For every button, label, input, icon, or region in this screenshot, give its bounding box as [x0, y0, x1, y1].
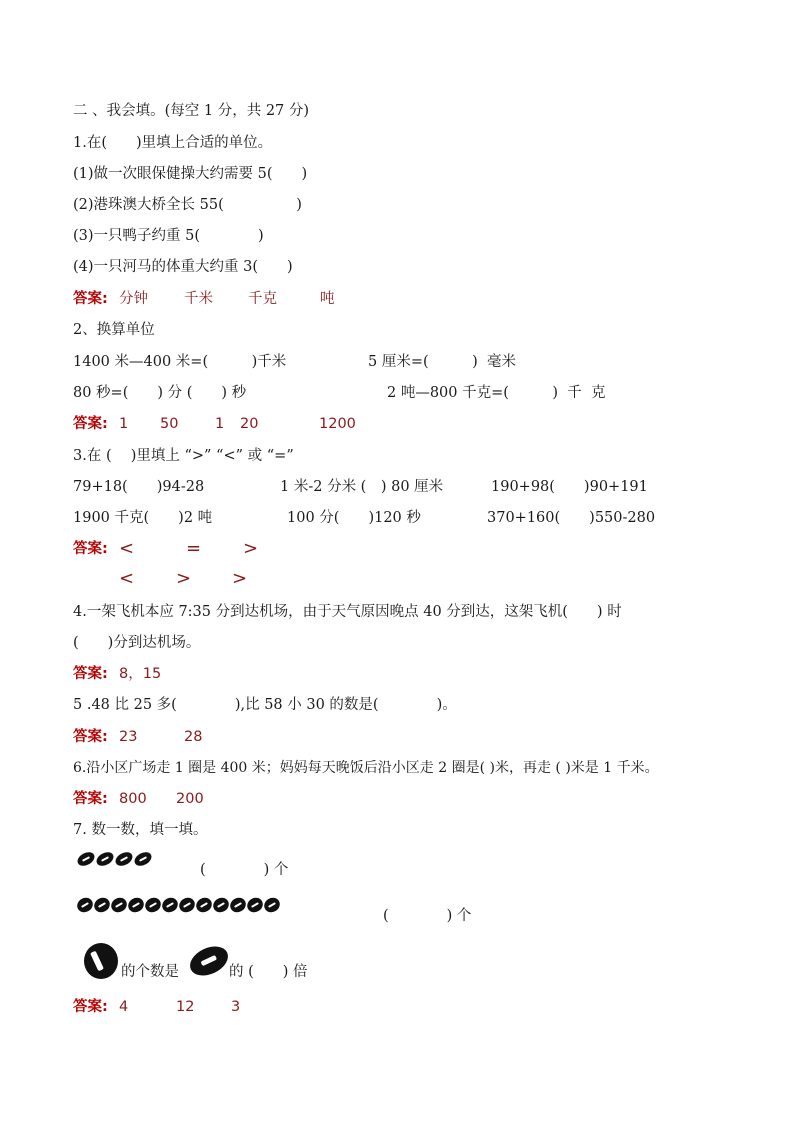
- q3-expr: 100 分( )120 秒: [287, 510, 421, 526]
- answer-value: 20: [240, 416, 259, 432]
- answer-label: 答案:: [73, 791, 108, 807]
- q7-title: 7. 数一数，填一填。: [73, 822, 208, 838]
- answer-value: 23: [119, 729, 138, 745]
- q3-answer-row-1: [73, 538, 259, 559]
- rugby-ball-icon: [177, 895, 198, 915]
- q2-expr: 1400 米—400 米=( )千米: [73, 354, 287, 370]
- rugby-ball-row-2: [77, 898, 280, 912]
- q7-row1-blank: ( ) 个: [200, 862, 289, 878]
- answer-value: 200: [176, 791, 204, 807]
- answer-value: <: [119, 568, 135, 589]
- q3-expr: 370+160( )550-280: [487, 510, 656, 526]
- q3-title: 3.在 ( )里填上 “>” “<” 或 “=”: [73, 448, 294, 464]
- q1-item-1: (1)做一次眼保健操大约需要 5( ): [73, 166, 308, 182]
- answer-value: 4: [119, 999, 129, 1015]
- q3-row-1: [73, 477, 648, 497]
- q1-item-4: (4)一只河马的体重大约重 3( ): [73, 259, 293, 275]
- q4-line-1: 4.一架飞机本应 7:35 分到达机场，由于天气原因晚点 40 分到达，这架飞机( ) 时: [73, 604, 622, 620]
- answer-value: 1200: [319, 416, 356, 432]
- q2-expr: 5 厘米=( ) 毫米: [368, 354, 517, 370]
- rugby-ball-icon: [245, 895, 266, 915]
- answer-value: 800: [119, 791, 147, 807]
- rugby-ball-icon: [84, 943, 118, 979]
- q2-row-2: [73, 383, 606, 403]
- rugby-ball-icon: [126, 895, 147, 915]
- rugby-ball-icon: [113, 849, 135, 868]
- rugby-ball-icon: [160, 895, 181, 915]
- rugby-ball-icon: [194, 895, 215, 915]
- rugby-ball-icon: [109, 895, 130, 915]
- answer-value: 3: [231, 999, 241, 1015]
- q3-row-2: [73, 508, 656, 528]
- q2-expr: 2 吨—800 千克=( ) 千 克: [387, 385, 606, 401]
- q1-item-3: (3)一只鸭子约重 5( ): [73, 228, 264, 244]
- q2-row-1: [73, 352, 517, 372]
- q6-answer-row: [73, 789, 204, 809]
- rugby-ball-row-1: [77, 853, 152, 865]
- answer-value: 12: [176, 999, 195, 1015]
- answer-value: 1: [119, 416, 129, 432]
- q5-answer-row: [73, 727, 203, 747]
- rugby-ball-icon: [211, 895, 232, 915]
- rugby-ball-icon: [262, 895, 283, 915]
- q3-expr: 1 米-2 分米 ( ) 80 厘米: [280, 479, 444, 495]
- answer-label: 答案:: [73, 541, 108, 557]
- q7-compare-end: 的 ( ) 倍: [229, 964, 308, 980]
- answer-label: 答案:: [73, 666, 108, 682]
- q3-answer-row-2: [73, 568, 248, 589]
- q7-row2-blank: ( ) 个: [383, 908, 472, 924]
- q1-title: 1.在( )里填上合适的单位。: [73, 135, 273, 151]
- rugby-ball-icon: [92, 895, 113, 915]
- q6-text: 6.沿小区广场走 1 圈是 400 米；妈妈每天晚饭后沿小区走 2 圈是( )米，再走 ( )米是 1 千米。: [73, 760, 659, 776]
- answer-label: 答案:: [73, 416, 108, 432]
- q4-line-2: ( )分到达机场。: [73, 635, 201, 651]
- q4-answer-row: [73, 664, 162, 684]
- answer-value: 1: [215, 416, 225, 432]
- q2-answer-row: [73, 414, 356, 434]
- answer-value: 分钟: [119, 291, 148, 307]
- q1-answer-row: [73, 289, 335, 309]
- answer-value: 千米: [184, 291, 213, 307]
- answer-label: 答案:: [73, 729, 108, 745]
- answer-value: >: [232, 568, 248, 589]
- q2-title: 2、换算单位: [73, 322, 155, 338]
- q3-expr: 79+18( )94-28: [73, 479, 205, 495]
- answer-value: =: [186, 538, 202, 559]
- q3-expr: 1900 千克( )2 吨: [73, 510, 213, 526]
- q7-answer-row: [73, 997, 241, 1017]
- answer-value: >: [176, 568, 192, 589]
- rugby-ball-icon: [228, 895, 249, 915]
- answer-value: >: [243, 538, 259, 559]
- answer-value: <: [119, 538, 135, 559]
- q7-compare-mid: 的个数是: [121, 964, 179, 980]
- q2-expr: 80 秒=( ) 分 ( ) 秒: [73, 385, 247, 401]
- answer-value: 千克: [248, 291, 277, 307]
- rugby-ball-icon: [185, 941, 232, 981]
- rugby-ball-icon: [143, 895, 164, 915]
- q5-text: 5 .48 比 25 多( ),比 58 小 30 的数是( )。: [73, 697, 457, 713]
- answer-value: 28: [184, 729, 203, 745]
- rugby-ball-icon: [75, 895, 96, 915]
- answer-label: 答案:: [73, 291, 108, 307]
- rugby-ball-icon: [132, 849, 154, 868]
- answer-value: 8，15: [119, 666, 162, 682]
- section-title: 二 、我会填。(每空 1 分，共 27 分): [73, 103, 310, 119]
- rugby-ball-icon: [94, 849, 116, 868]
- answer-value: 吨: [320, 291, 335, 307]
- answer-value: 50: [160, 416, 179, 432]
- q1-item-2: (2)港珠澳大桥全长 55( ): [73, 197, 302, 213]
- answer-label: 答案:: [73, 999, 108, 1015]
- q3-expr: 190+98( )90+191: [491, 479, 648, 495]
